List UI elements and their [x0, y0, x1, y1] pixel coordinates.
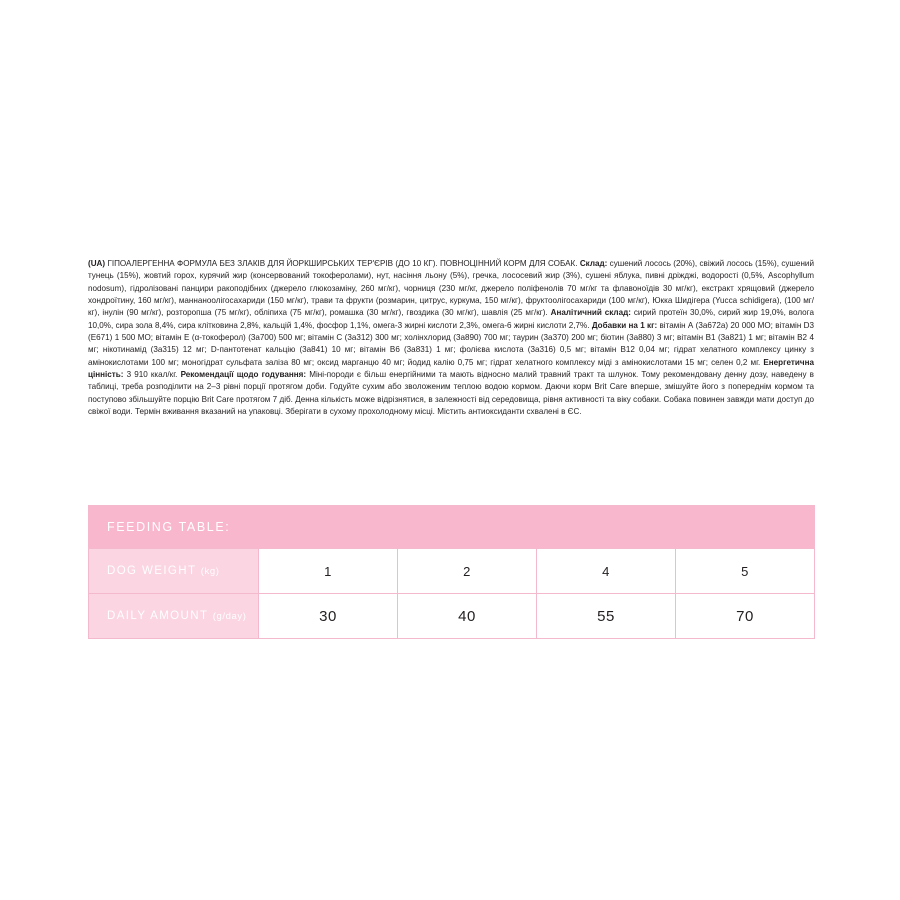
description-paragraph: (UA) ГІПОАЛЕРГЕННА ФОРМУЛА БЕЗ ЗЛАКІВ ДЛЯ ЙОРКШИРСЬКИХ ТЕР'ЄРІВ (ДО 10 КГ). ПОВНОЦІННИЙ КОРМ ДЛЯ СОБАК. Склад: сушений лосось (20%), свіжий лосось (15%), сушений тунець (15%), жовтий горох, курячий жир (консервований токоферолами), нут, насіння льону (5%), гречка, лососевий жир (3%), сушені яблука, пивні дріжджі, водорості (0,5%, Ascophyllum nodosum), гідролізовані панцири ракоподібних (джерело глюкозаміну, 260 мг/кг), чорниця (230 мг/кг, джерело поліфенолів 70 мг/кг та флавоноїдів 30 мг/кг), екстракт хрящовий (джерело хондроїтину, 160 мг/кг), маннаноолігосахариди (150 мг/кг), трави та фрукти (розмарин, цитрус, куркума, 150 мг/кг), фруктоолігосахариди (100 мг/кг), Юкка Шидігера (Yucca schidigera), (100 мг/кг), інулін (90 мг/кг), розторопша (75 мг/кг), обліпиха (75 мг/кг), ромашка (30 мг/кг), гвоздика (30 мг/кг), шавлія (25 мг/кг). Аналітичний склад: сирий протеїн 30,0%, сирий жир 19,0%, волога 10,0%, сира зола 8,4%, сира клітковина 2,8%, кальцій 1,4%, фосфор 1,1%, омега-3 жирні кислоти 2,3%, омега-6 жирні кислоти 2,7%. Добавки на 1 кг: вітамін А (3а672а) 20 000 МО; вітамін D3 (Е671) 1 500 МО; вітамін Е (α-токоферол) (3а700) 500 мг; вітамін С (3а312) 300 мг; холінхлорид (3а890) 700 мг; таурин (3а370) 200 мг; біотин (3а880) 3 мг; вітамін В1 (3а821) 1 мг; вітамін В2 4 мг; нікотинамід (3а315) 12 мг; D-пантотенат кальцію (3а841) 10 мг; вітамін В6 (3а831) 1 мг; фолієва кислота (3а316) 0,5 мг; вітамін В12 0,04 мг; гідрат хелатного комплексу цинку з амінокислотами 100 мг; моногідрат сульфата заліза 80 мг; оксид марганцю 40 мг; йодид калію 0,75 мг; гідрат хелатного комплексу міді з амінокислотами 15 мг; селен 0,2 мг. Енергетична цінність: 3 910 ккал/кг. Рекомендації щодо годування: Міні-породи є більш енергійними та мають відносно малий травний тракт та шлунок. Тому рекомендовану денну дозу, наведену в таблиці, треба розподілити на 2–3 рівні порції протягом доби. Годуйте сухим або зволоженим теплою водою кормом. Даючи корм Brit Care вперше, змішуйте його з попереднім кормом та поступово збільшуйте порцію Brit Care протягом 7 діб. Денна кількість може відрізнятися, в залежності від середовища, рівня активності та віку собаки. Собака повинен завжди мати доступ до свіжої води. Термін вживання вказаний на упаковці. Зберігати в сухому прохолодному місці. Містить антиоксиданти схвалені в ЄС.	[88, 259, 814, 417]
dog-weight-unit: (kg)	[200, 566, 220, 577]
dog-weight-value-2: 2	[398, 549, 537, 594]
product-description	[88, 258, 814, 418]
feeding-table	[88, 505, 815, 639]
feeding-table-title-cell	[89, 506, 815, 549]
feeding-table-title-row	[89, 506, 815, 549]
dog-weight-label-cell	[89, 549, 259, 594]
dog-weight-value-3: 4	[537, 549, 676, 594]
daily-amount-label: DAILY AMOUNT	[107, 610, 209, 622]
daily-amount-value-4: 70	[676, 594, 815, 639]
daily-amount-unit: (g/day)	[212, 611, 247, 622]
dog-weight-value-4: 5	[676, 549, 815, 594]
daily-amount-label-cell	[89, 594, 259, 639]
daily-amount-value-3: 55	[537, 594, 676, 639]
dog-weight-label: DOG WEIGHT	[107, 565, 197, 577]
daily-amount-value-2: 40	[398, 594, 537, 639]
feeding-table-title: FEEDING TABLE:	[107, 520, 231, 534]
daily-amount-value-1: 30	[259, 594, 398, 639]
table-row	[89, 549, 815, 594]
table-row	[89, 594, 815, 639]
dog-weight-value-1: 1	[259, 549, 398, 594]
